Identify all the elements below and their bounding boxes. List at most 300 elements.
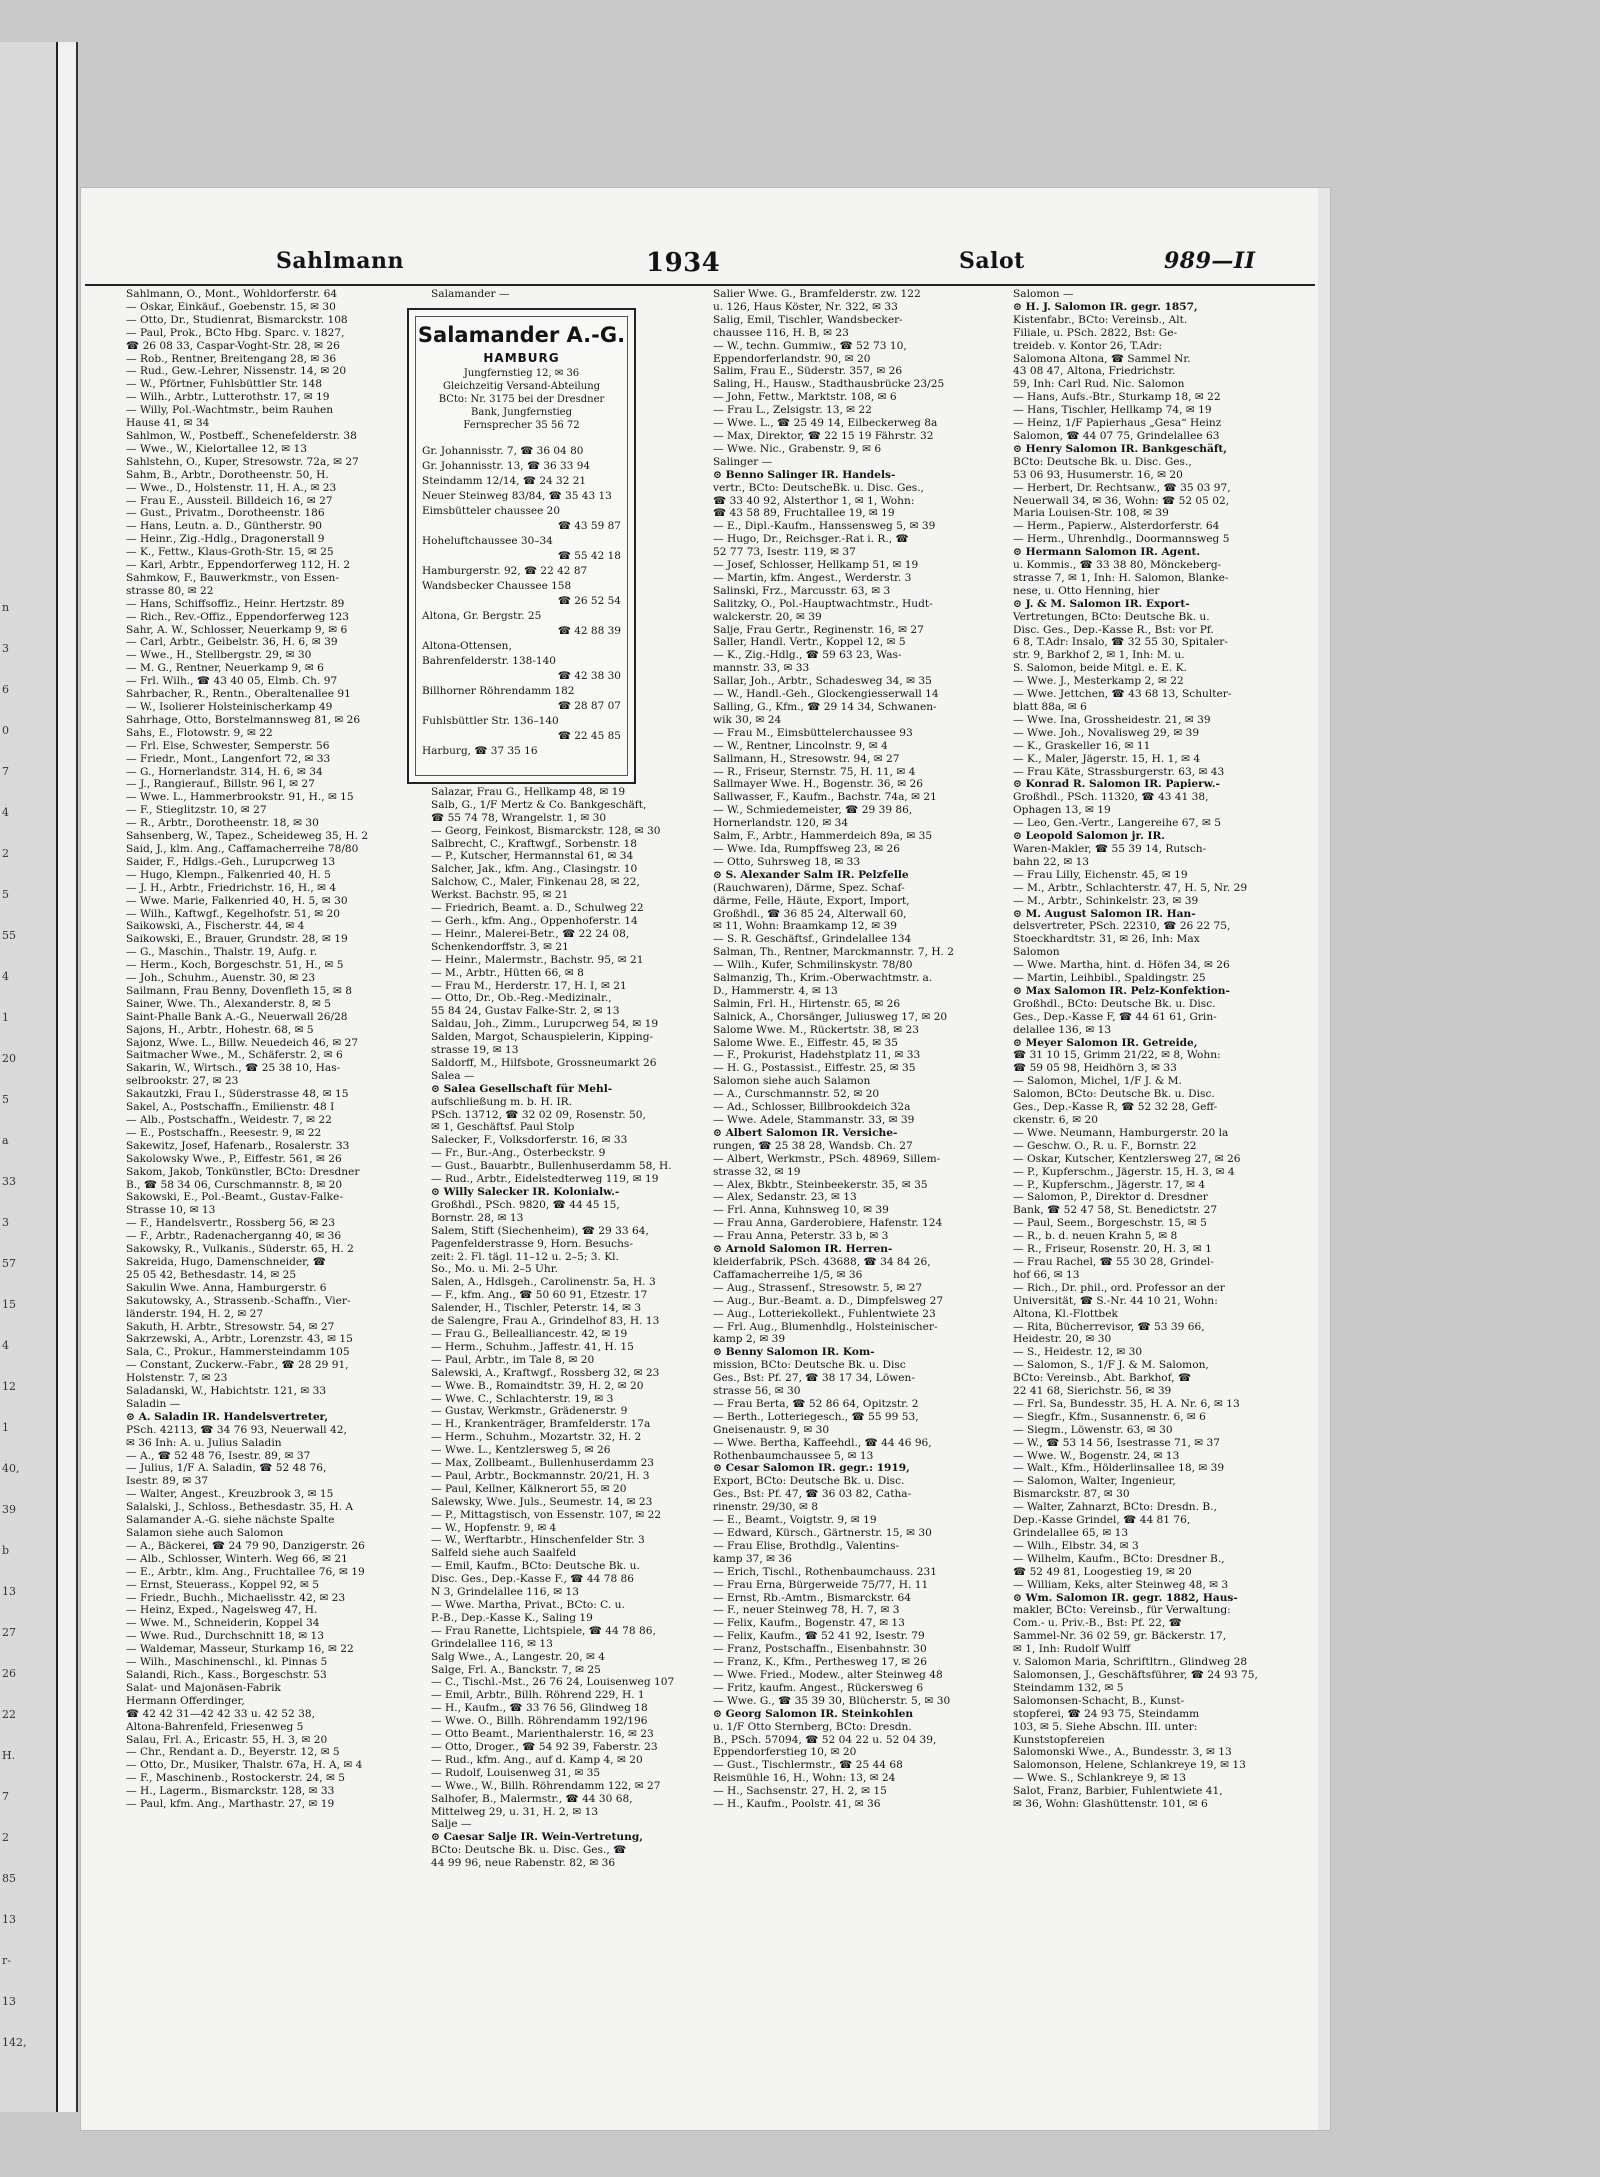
directory-entry: Salem, Stift (Siechenheim), ☎ 29 33 64, xyxy=(431,1224,649,1237)
directory-entry: str. 9, Barkhof 2, ✉ 1, Inh: M. u. xyxy=(1013,649,1185,662)
directory-entry: ☎ 43 58 89, Fruchtallee 19, ✉ 19 xyxy=(713,507,895,520)
directory-entry: Sallwasser, F., Kaufm., Bachstr. 74a, ✉ 21 xyxy=(713,791,937,804)
directory-entry: Salome Wwe. E., Eiffestr. 45, ✉ 35 xyxy=(713,1036,899,1049)
directory-entry: — Joh., Schuhm., Auenstr. 30, ✉ 23 xyxy=(126,972,316,985)
directory-entry: — Alex, Sedanstr. 23, ✉ 13 xyxy=(713,1191,857,1204)
directory-entry: ⊙ S. Alexander Salm IR. Pelzfelle xyxy=(713,868,909,881)
directory-entry: — Paul, Seem., Borgeschstr. 15, ✉ 5 xyxy=(1013,1217,1207,1230)
directory-entry: Saitmacher Wwe., M., Schäferstr. 2, ✉ 6 xyxy=(126,1049,343,1062)
directory-entry: — E., Postschaffn., Reesestr. 9, ✉ 22 xyxy=(126,1126,322,1139)
directory-entry: — Martin, kfm. Angest., Werderstr. 3 xyxy=(713,571,912,584)
ad-branch-line: ☎ 22 45 85 xyxy=(557,730,621,742)
directory-entry: Sahr, A. W., Schlosser, Neuerkamp 9, ✉ 6 xyxy=(126,623,348,636)
directory-entry: — S. R. Geschäftsf., Grindelallee 134 xyxy=(713,933,912,946)
directory-entry: Sahrbacher, R., Rentn., Oberaltenallee 91 xyxy=(126,688,351,701)
directory-entry: mannstr. 33, ✉ 33 xyxy=(713,662,810,675)
directory-entry: — F., Maschinenb., Rostockerstr. 24, ✉ 5 xyxy=(126,1772,345,1785)
directory-entry: Salman, Th., Rentner, Marckmannstr. 7, H. 2 xyxy=(713,946,955,959)
column-1 xyxy=(126,288,408,1811)
directory-entry: ☎ 42 42 31—42 42 33 u. 42 52 38, xyxy=(126,1707,315,1720)
directory-entry: — Otto, Droger., ☎ 54 92 39, Faberstr. 23 xyxy=(431,1740,658,1753)
directory-entry: Waren-Makler, ☎ 55 39 14, Rutsch- xyxy=(1013,842,1207,855)
directory-entry: — Albert, Werkmstr., PSch. 48969, Sillem- xyxy=(713,1152,941,1165)
directory-entry: delallee 136, ✉ 13 xyxy=(1013,1023,1112,1036)
directory-entry: Saikowski, E., Brauer, Grundstr. 28, ✉ 19 xyxy=(126,933,348,946)
directory-entry: BCto: Deutsche Bk. u. Disc. Ges., xyxy=(1013,455,1192,468)
directory-entry: Eppendorferlandstr. 90, ✉ 20 xyxy=(713,352,871,365)
directory-entry: vertr., BCto: DeutscheBk. u. Disc. Ges., xyxy=(713,481,924,494)
directory-entry: strasse 80, ✉ 22 xyxy=(126,584,214,597)
directory-entry: makler, BCto: Vereinsb., für Verwaltung: xyxy=(1013,1604,1231,1617)
directory-entry: Dep.-Kasse Grindel, ☎ 44 81 76, xyxy=(1013,1514,1191,1527)
ad-branch-line: ☎ 28 87 07 xyxy=(557,700,621,712)
directory-entry: — H., Kaufm., Poolstr. 41, ✉ 36 xyxy=(713,1798,881,1811)
directory-entry: Salbrecht, C., Kraftwgf., Sorbenstr. 18 xyxy=(431,837,638,850)
directory-entry: Salden, Margot, Schauspielerin, Kipping- xyxy=(431,1031,654,1044)
directory-entry: — Oskar, Kutscher, Kentzlersweg 27, ✉ 26 xyxy=(1013,1152,1241,1165)
directory-entry: Salecker, F., Volksdorferstr. 16, ✉ 33 xyxy=(431,1134,628,1147)
directory-entry: — F., kfm. Ang., ☎ 50 60 91, Etzestr. 17 xyxy=(431,1289,648,1302)
directory-entry: — Wwe., H., Stellbergstr. 29, ✉ 30 xyxy=(126,649,312,662)
directory-entry: — Wwe. B., Romaindtstr. 39, H. 2, ✉ 20 xyxy=(431,1379,644,1392)
directory-entry: — Frl. Sa, Bundesstr. 35, H. A. Nr. 6, ✉ 13 xyxy=(1013,1397,1240,1410)
directory-entry: Grindelallee 65, ✉ 13 xyxy=(1013,1527,1129,1539)
directory-entry: — Wwe., W., Kielortallee 12, ✉ 13 xyxy=(126,442,308,455)
directory-entry: strasse 56, ✉ 30 xyxy=(713,1385,801,1398)
directory-entry: — William, Keks, alter Steinweg 48, ✉ 3 xyxy=(1013,1578,1229,1591)
directory-entry: Salea — xyxy=(431,1069,475,1082)
directory-entry: — Friedr., Mont., Langenfort 72, ✉ 33 xyxy=(126,752,331,765)
directory-entry: — Geschw. O., R. u. F., Bornstr. 22 xyxy=(1013,1139,1197,1152)
ad-address-line: Bank, Jungfernstieg xyxy=(471,407,572,418)
ad-branch-line: Altona-Ottensen, xyxy=(422,640,512,652)
directory-entry: ⊙ Hermann Salomon IR. Agent. xyxy=(1013,546,1201,559)
directory-entry: Sakutowsky, A., Strassenb.-Schaffn., Vier- xyxy=(126,1294,351,1307)
directory-entry: — Rich., Rev.-Offiz., Eppendorferweg 123 xyxy=(126,610,349,623)
directory-entry: Sakrzewski, A., Arbtr., Lorenzstr. 43, ✉ 15 xyxy=(126,1333,353,1346)
directory-entry: — Wwe. Nic., Grabenstr. 9, ✉ 6 xyxy=(713,442,882,455)
left-page-fragment: 22 xyxy=(2,1708,16,1721)
directory-entry: Salim, Frau E., Süderstr. 357, ✉ 26 xyxy=(713,365,903,378)
ad-branch-line: Altona, Gr. Bergstr. 25 xyxy=(422,610,542,622)
directory-entry: Gneisenaustr. 9, ✉ 30 xyxy=(713,1423,830,1436)
directory-entry: — Herm., Schuhm., Mozartstr. 32, H. 2 xyxy=(431,1431,642,1444)
directory-entry: — Paul, kfm. Ang., Marthastr. 27, ✉ 19 xyxy=(126,1798,335,1811)
directory-entry: 6 8, T.Adr: Insalo, ☎ 32 55 30, Spitaler- xyxy=(1013,636,1228,649)
directory-entry: — H. G., Postassist., Eiffestr. 25, ✉ 35 xyxy=(713,1062,916,1075)
directory-entry: — Wwe. Martha, hint. d. Höfen 34, ✉ 26 xyxy=(1013,959,1230,972)
directory-entry: — Karl, Arbtr., Eppendorferweg 112, H. 2 xyxy=(126,559,351,572)
directory-entry: ⊙ Henry Salomon IR. Bankgeschäft, xyxy=(1013,442,1227,455)
directory-entry: — Walt., Kfm., Hölderlinsallee 18, ✉ 39 xyxy=(1013,1462,1225,1475)
directory-entry: N 3, Grindelallee 116, ✉ 13 xyxy=(431,1586,579,1599)
header-rule xyxy=(85,284,1315,286)
directory-entry: Salomon, BCto: Deutsche Bk. u. Disc. xyxy=(1013,1088,1215,1101)
directory-entry: — Herbert, Dr. Rechtsanw., ☎ 35 03 97, xyxy=(1013,481,1231,494)
directory-entry: — Wwe. C., Schlachterstr. 19, ✉ 3 xyxy=(431,1392,614,1405)
directory-entry: ⊙ Max Salomon IR. Pelz-Konfektion- xyxy=(1013,984,1230,997)
directory-entry: — W., ☎ 53 14 56, Isestrasse 71, ✉ 37 xyxy=(1013,1436,1220,1449)
directory-entry: Salamander A.-G. siehe nächste Spalte xyxy=(126,1514,335,1527)
directory-entry: Strasse 10, ✉ 13 xyxy=(126,1204,216,1217)
directory-entry: — Wwe. Bertha, Kaffeehdl., ☎ 44 46 96, xyxy=(713,1436,932,1449)
directory-entry: — K., Maler, Jägerstr. 15, H. 1, ✉ 4 xyxy=(1013,752,1201,765)
directory-entry: Sahrhage, Otto, Borstelmannsweg 81, ✉ 26 xyxy=(126,713,361,726)
directory-entry: — F., Stieglitzstr. 10, ✉ 27 xyxy=(126,804,267,817)
directory-entry: — Otto, Dr., Ob.-Reg.-Medizinalr., xyxy=(431,992,612,1005)
directory-entry: — K., Fettw., Klaus-Groth-Str. 15, ✉ 25 xyxy=(126,546,334,559)
directory-entry: Disc. Ges., Dep.-Kasse R., Bst: vor Pf. xyxy=(1013,623,1214,636)
directory-entry: Export, BCto: Deutsche Bk. u. Disc. xyxy=(713,1475,905,1488)
left-page-fragment: 39 xyxy=(2,1503,16,1516)
directory-entry: — F., Handelsvertr., Rossberg 56, ✉ 23 xyxy=(126,1217,336,1230)
directory-entry: Altona, Kl.-Flottbek xyxy=(1013,1307,1118,1320)
directory-entry: — Salomon, P., Direktor d. Dresdner xyxy=(1013,1191,1208,1204)
directory-entry: — E., Beamt., Voigtstr. 9, ✉ 19 xyxy=(713,1514,877,1527)
directory-entry: — Wwe. Marie, Falkenried 40, H. 5, ✉ 30 xyxy=(126,894,348,907)
directory-entry: — M. G., Rentner, Neuerkamp 9, ✉ 6 xyxy=(126,662,324,675)
left-page-fragment: n xyxy=(2,601,10,614)
directory-entry: — Wwe. Jettchen, ☎ 43 68 13, Schulter- xyxy=(1013,688,1232,701)
directory-entry: Sallmayer Wwe. H., Bogenstr. 36, ✉ 26 xyxy=(713,778,924,791)
directory-entry: — Heinr., Malermstr., Bachstr. 95, ✉ 21 xyxy=(431,953,644,966)
directory-entry: — Wwe. G., ☎ 35 39 30, Blücherstr. 5, ✉ 30 xyxy=(713,1694,951,1707)
directory-entry: Sakewitz, Josef, Hafenarb., Rosalerstr. 33 xyxy=(126,1139,350,1152)
directory-entry: ⊙ Benno Salinger IR. Handels- xyxy=(713,468,896,481)
directory-entry: — Herm., Schuhm., Jaffestr. 41, H. 15 xyxy=(431,1340,634,1353)
left-page-fragment: 57 xyxy=(2,1257,16,1270)
directory-entry: — Rud., Gew.-Lehrer, Nissenstr. 14, ✉ 20 xyxy=(126,365,347,378)
directory-entry: Sammel-Nr. 36 02 59, gr. Bäckerstr. 17, xyxy=(1013,1630,1227,1643)
directory-entry: Sajonz, Wwe. L., Billw. Neuedeich 46, ✉ 27 xyxy=(126,1036,359,1049)
directory-entry: — K., Graskeller 16, ✉ 11 xyxy=(1013,739,1151,752)
left-page-fragment: 7 xyxy=(2,1790,9,1803)
directory-entry: — Hans, Leutn. a. D., Güntherstr. 90 xyxy=(126,520,323,533)
directory-entry: — Herm., Koch, Borgeschstr. 51, H., ✉ 5 xyxy=(126,959,344,972)
directory-entry: — W., Hopfenstr. 9, ✉ 4 xyxy=(431,1521,557,1534)
directory-entry: ⊙ Leopold Salomon jr. IR. xyxy=(1013,830,1165,843)
header-right-keyword: Salot xyxy=(959,248,1025,274)
directory-entry: — Heinr., Malerei-Betr., ☎ 22 24 08, xyxy=(431,927,630,940)
directory-entry: Stoeckhardtstr. 31, ✉ 26, Inh: Max xyxy=(1013,933,1200,946)
directory-entry: Hause 41, ✉ 34 xyxy=(126,417,210,430)
directory-entry: — Frl. Else, Schwester, Semperstr. 56 xyxy=(126,739,330,752)
salamander-advertisement xyxy=(407,308,636,784)
left-page-fragment: 85 xyxy=(2,1872,16,1885)
directory-entry: — Friedr., Buchh., Michaelisstr. 42, ✉ 23 xyxy=(126,1591,346,1604)
directory-entry: — Frau Rachel, ☎ 55 30 28, Grindel- xyxy=(1013,1255,1214,1268)
directory-entry: — John, Fettw., Marktstr. 108, ✉ 6 xyxy=(713,391,897,404)
directory-entry: ☎ 59 05 98, Heidhörn 3, ✉ 33 xyxy=(1013,1062,1177,1075)
directory-entry: ⊙ J. & M. Salomon IR. Export- xyxy=(1013,597,1190,610)
directory-entry: Heidestr. 20, ✉ 30 xyxy=(1013,1333,1112,1346)
directory-entry: Ophagen 13, ✉ 19 xyxy=(1013,804,1111,817)
directory-entry: — Wwe. Fried., Modew., alter Steinweg 48 xyxy=(713,1668,943,1681)
directory-entry: — P., Kutscher, Hermannstal 61, ✉ 34 xyxy=(431,850,634,863)
directory-entry: — Willy, Pol.-Wachtmstr., beim Rauhen xyxy=(126,404,334,417)
directory-entry: — Gust., Tischlermstr., ☎ 25 44 68 xyxy=(713,1759,903,1772)
ad-branch-line: ☎ 42 38 30 xyxy=(557,670,621,682)
directory-entry: Salomona Altona, ☎ Sammel Nr. xyxy=(1013,352,1191,365)
left-page-fragment: 20 xyxy=(2,1052,16,1065)
directory-entry: — Wilh., Kaftwgf., Kegelhofstr. 51, ✉ 20 xyxy=(126,907,340,920)
directory-entry: Sakom, Jakob, Tonkünstler, BCto: Dresdner xyxy=(126,1165,360,1178)
directory-entry: — Siegm., Löwenstr. 63, ✉ 30 xyxy=(1013,1423,1173,1436)
directory-entry: — Paul, Arbtr., im Tale 8, ✉ 20 xyxy=(431,1353,595,1366)
directory-entry: — Felix, Kaufm., Bogenstr. 47, ✉ 13 xyxy=(713,1617,905,1630)
directory-entry: Eppendorferstieg 10, ✉ 20 xyxy=(713,1746,857,1759)
directory-entry: Salamander — xyxy=(431,288,510,300)
directory-entry: — Hans, Aufs.-Btr., Sturkamp 18, ✉ 22 xyxy=(1013,391,1221,404)
directory-entry: — Hans, Schiffsoffiz., Heinr. Hertzstr. 89 xyxy=(126,597,345,610)
directory-entry: — Salomon, Walter, Ingenieur, xyxy=(1013,1475,1176,1488)
directory-entry: Pagenfelderstrasse 9, Horn. Besuchs- xyxy=(431,1237,633,1250)
directory-entry: S. Salomon, beide Mitgl. e. E. K. xyxy=(1013,662,1187,675)
directory-entry: mission, BCto: Deutsche Bk. u. Disc xyxy=(713,1359,906,1372)
directory-entry: Salender, H., Tischler, Peterstr. 14, ✉ 3 xyxy=(431,1302,642,1315)
left-page-fragment: 1 xyxy=(2,1421,9,1434)
directory-entry: — Ernst, Rb.-Amtm., Bismarckstr. 64 xyxy=(713,1591,912,1604)
directory-entry: Salome Wwe. M., Rückertstr. 38, ✉ 23 xyxy=(713,1023,919,1036)
directory-entry: ⊙ Benny Salomon IR. Kom- xyxy=(713,1346,875,1359)
left-page-fragment: 55 xyxy=(2,929,16,942)
ad-branch-line: Hamburgerstr. 92, ☎ 22 42 87 xyxy=(422,565,588,577)
directory-entry: Hornerlandstr. 120, ✉ 34 xyxy=(713,817,849,830)
directory-entry: — Frau Ranette, Lichtspiele, ☎ 44 78 86, xyxy=(431,1624,656,1637)
directory-entry: Salje — xyxy=(431,1818,472,1831)
left-page-fragment: 3 xyxy=(2,642,9,655)
directory-entry: Isestr. 89, ✉ 37 xyxy=(126,1475,209,1488)
directory-entry: Salewski, A., Kraftwgf., Rossberg 32, ✉ 23 xyxy=(431,1366,660,1379)
directory-entry: — Heinr., Zig.-Hdlg., Dragonerstall 9 xyxy=(126,533,325,546)
directory-entry: — Aug., Strassenf., Stresowstr. 5, ✉ 27 xyxy=(713,1281,923,1294)
directory-entry: ✉ 11, Wohn: Braamkamp 12, ✉ 39 xyxy=(713,920,897,933)
directory-entry: — Wwe., D., Holstenstr. 11, H. A., ✉ 23 xyxy=(126,481,337,494)
directory-entry: Sailmann, Frau Benny, Dovenfleth 15, ✉ 8 xyxy=(126,984,352,997)
directory-entry: ⊙ Arnold Salomon IR. Herren- xyxy=(713,1243,893,1256)
directory-entry: Salomonsen-Schacht, B., Kunst- xyxy=(1013,1694,1185,1707)
directory-entry: Sahlmann, O., Mont., Wohldorferstr. 64 xyxy=(126,288,338,300)
directory-entry: — Franz, Postschaffn., Eisenbahnstr. 30 xyxy=(713,1643,927,1656)
ad-branch-line: Steindamm 12/14, ☎ 24 32 21 xyxy=(422,475,587,487)
directory-entry: Salig, Emil, Tischler, Wandsbecker- xyxy=(713,313,903,326)
directory-entry: PSch. 13712, ☎ 32 02 09, Rosenstr. 50, xyxy=(431,1108,646,1121)
directory-entry: — Wwe. Ina, Grossheidestr. 21, ✉ 39 xyxy=(1013,713,1211,726)
directory-entry: Salling, G., Kfm., ☎ 29 14 34, Schwanen- xyxy=(713,701,937,713)
directory-entry: — E., Dipl.-Kaufm., Hanssensweg 5, ✉ 39 xyxy=(713,520,936,533)
directory-entry: — R., b. d. neuen Krahn 5, ✉ 8 xyxy=(1013,1230,1178,1243)
directory-entry: Sahmkow, F., Bauwerkmstr., von Essen- xyxy=(126,571,339,584)
directory-entry: ⊙ Meyer Salomon IR. Getreide, xyxy=(1013,1036,1198,1049)
directory-entry: — A., Curschmannstr. 52, ✉ 20 xyxy=(713,1088,880,1101)
directory-entry: Saint-Phalle Bank A.-G., Neuerwall 26/28 xyxy=(126,1010,348,1023)
directory-entry: Salge, Frl. A., Banckstr. 7, ✉ 25 xyxy=(431,1663,601,1676)
directory-entry: — Ernst, Steuerass., Koppel 92, ✉ 5 xyxy=(126,1578,320,1591)
directory-entry: — Ad., Schlosser, Billbrookdeich 32a xyxy=(713,1101,911,1114)
directory-entry: — Chr., Rendant a. D., Beyerstr. 12, ✉ 5 xyxy=(126,1746,340,1759)
directory-entry: — Frl. Aug., Blumenhdlg., Holsteinischer- xyxy=(713,1320,938,1333)
directory-entry: — H., Lagerm., Bismarckstr. 128, ✉ 33 xyxy=(126,1785,335,1798)
directory-entry: Salamon siehe auch Salomon xyxy=(126,1527,284,1539)
directory-entry: — R., Friseur, Rosenstr. 20, H. 3, ✉ 1 xyxy=(1013,1243,1212,1256)
directory-entry: Salb, G., 1/F Mertz & Co. Bankgeschäft, xyxy=(431,798,647,811)
directory-entry: Sallar, Joh., Arbtr., Schadesweg 34, ✉ 35 xyxy=(713,675,932,688)
directory-entry: — Wwe. S., Schlankreye 9, ✉ 13 xyxy=(1013,1772,1187,1785)
directory-entry: — Gerh., kfm. Ang., Oppenhoferstr. 14 xyxy=(431,914,638,927)
directory-entry: — Rudolf, Louisenweg 31, ✉ 35 xyxy=(431,1766,601,1779)
left-page-fragment: 2 xyxy=(2,1831,9,1844)
directory-entry: — Wwe. Martha, Privat., BCto: C. u. xyxy=(431,1599,625,1611)
ad-branch-line: Fuhlsbüttler Str. 136–140 xyxy=(422,715,559,727)
header-left-keyword: Sahlmann xyxy=(276,248,405,274)
left-page-fragment: 1 xyxy=(2,1011,9,1024)
directory-entry: nese, u. Otto Henning, hier xyxy=(1013,584,1160,597)
directory-entry: — Alb., Postschaffn., Weidestr. 7, ✉ 22 xyxy=(126,1114,332,1126)
directory-entry: Filiale, u. PSch. 2822, Bst: Ge- xyxy=(1013,326,1178,339)
directory-entry: — C., Tischl.-Mst., 26 76 24, Louisenweg 107 xyxy=(431,1676,675,1689)
directory-entry: ☎ 52 49 81, Loogestieg 19, ✉ 20 xyxy=(1013,1565,1192,1578)
directory-entry: — Alb., Schlosser, Winterh. Weg 66, ✉ 21 xyxy=(126,1552,348,1565)
ad-branch-line: ☎ 55 42 18 xyxy=(557,550,621,562)
directory-entry: — W., techn. Gummiw., ☎ 52 73 10, xyxy=(713,339,907,352)
directory-entry: Saladin — xyxy=(126,1397,181,1410)
directory-entry: — E., Arbtr., klm. Ang., Fruchtallee 76, ✉ 19 xyxy=(126,1565,365,1578)
directory-entry: ⊙ A. Saladin IR. Handelsvertreter, xyxy=(126,1410,329,1423)
directory-entry: Ges., Dep.-Kasse R, ☎ 52 32 28, Geff- xyxy=(1013,1101,1218,1114)
directory-entry: — R., Arbtr., Dorotheenstr. 18, ✉ 30 xyxy=(126,817,319,830)
ad-branch-line: Harburg, ☎ 37 35 16 xyxy=(422,745,538,757)
directory-entry: u. 1/F Otto Sternberg, BCto: Dresdn. xyxy=(713,1720,912,1733)
directory-entry: — A., ☎ 52 48 76, Isestr. 89, ✉ 37 xyxy=(126,1449,311,1462)
directory-entry: — G., Hornerlandstr. 314, H. 6, ✉ 34 xyxy=(126,765,323,778)
ad-address-line: BCto: Nr. 3175 bei der Dresdner xyxy=(438,394,605,405)
directory-entry: ✉ 1, Geschäftsf. Paul Stolp xyxy=(431,1121,575,1134)
directory-entry: Saller, Handl. Vertr., Koppel 12, ✉ 5 xyxy=(713,636,906,649)
directory-entry: Sakolowsky Wwe., P., Eiffestr. 561, ✉ 26 xyxy=(126,1152,342,1165)
directory-entry: — Josef, Schlosser, Hellkamp 51, ✉ 19 xyxy=(713,559,919,572)
directory-entry: Sakowski, E., Pol.-Beamt., Gustav-Falke- xyxy=(126,1191,343,1204)
directory-entry: ⊙ H. J. Salomon IR. gegr. 1857, xyxy=(1013,300,1198,313)
directory-entry: — Otto, Dr., Musiker, Thalstr. 67a, H. A, ✉ 4 xyxy=(126,1759,363,1772)
directory-entry: — Frau Anna, Garderobiere, Hafenstr. 124 xyxy=(713,1217,943,1230)
directory-entry: — Wwe. W., Bogenstr. 24, ✉ 13 xyxy=(1013,1449,1180,1462)
directory-entry: Salomon siehe auch Salamon xyxy=(713,1075,871,1088)
directory-entry: — Frau M., Herderstr. 17, H. I, ✉ 21 xyxy=(431,979,627,992)
directory-entry: — Otto Beamt., Marienthalerstr. 16, ✉ 23 xyxy=(431,1728,654,1741)
left-page-fragment: 3 xyxy=(2,1216,9,1229)
directory-entry: — Max, Direktor, ☎ 22 15 19 Fährstr. 32 xyxy=(713,429,934,442)
directory-entry: strasse 19, ✉ 13 xyxy=(431,1044,519,1057)
directory-entry: strasse 32, ✉ 19 xyxy=(713,1165,801,1178)
directory-entry: — K., Zig.-Hdlg., ☎ 59 63 23, Was- xyxy=(713,649,902,662)
left-page-edge xyxy=(0,42,78,2112)
ad-address-line: Fernsprecher 35 56 72 xyxy=(463,420,580,431)
directory-entry: — Emil, Arbtr., Billh. Röhrend 229, H. 1 xyxy=(431,1689,645,1702)
left-page-fragment: 15 xyxy=(2,1298,16,1311)
directory-entry: Said, J., klm. Ang., Caffamacherreihe 78/80 xyxy=(126,842,359,855)
header-year: 1934 xyxy=(646,248,721,278)
directory-entry: därme, Felle, Häute, Export, Import, xyxy=(713,894,910,907)
directory-entry: Saldorff, M., Hilfsbote, Grossneumarkt 26 xyxy=(431,1056,657,1069)
directory-entry: — Leo, Gen.-Vertr., Langereihe 67, ✉ 5 xyxy=(1013,817,1221,830)
directory-entry: chaussee 116, H. B, ✉ 23 xyxy=(713,326,849,339)
directory-entry: — R., Friseur, Sternstr. 75, H. 11, ✉ 4 xyxy=(713,765,916,778)
directory-entry: — Herm., Uhrenhdlg., Doormannsweg 5 xyxy=(1013,533,1230,546)
left-page-fragment: 13 xyxy=(2,1913,16,1926)
left-page-fragment: 0 xyxy=(2,724,9,737)
directory-entry: — J., Rangierauf., Billstr. 96 I, ✉ 27 xyxy=(126,778,315,791)
directory-entry: Salewsky, Wwe. Juls., Seumestr. 14, ✉ 23 xyxy=(431,1495,653,1508)
ad-branch-line: ☎ 43 59 87 xyxy=(557,520,621,532)
directory-entry: — Fr., Bur.-Ang., Osterbeckstr. 9 xyxy=(431,1147,606,1160)
directory-entry: — Rob., Rentner, Breitengang 28, ✉ 36 xyxy=(126,352,337,365)
directory-entry: — Carl, Arbtr., Geibelstr. 36, H. 6, ✉ 39 xyxy=(126,636,338,649)
directory-entry: Salomonsen, J., Geschäftsführer, ☎ 24 93 75, xyxy=(1013,1668,1258,1681)
directory-entry: — Erich, Tischl., Rothenbaumchauss. 231 xyxy=(713,1565,937,1578)
directory-entry: Sahm, B., Arbtr., Dorotheenstr. 50, H. xyxy=(126,468,329,481)
directory-entry: Neuerwall 34, ✉ 36, Wohn: ☎ 52 05 02, xyxy=(1013,494,1230,507)
ad-branch-line: Eimsbütteler chaussee 20 xyxy=(422,505,561,517)
directory-entry: Saldau, Joh., Zimm., Lurupcrweg 54, ✉ 19 xyxy=(431,1018,659,1031)
directory-entry: Salen, A., Hdlsgeh., Carolinenstr. 5a, H. 3 xyxy=(431,1276,656,1289)
directory-entry: — Wwe. Adele, Stammanstr. 33, ✉ 39 xyxy=(713,1114,915,1126)
directory-entry: — Max, Zollbeamt., Bullenhuserdamm 23 xyxy=(431,1457,655,1470)
directory-entry: — Hugo, Dr., Reichsger.-Rat i. R., ☎ xyxy=(713,533,909,546)
directory-entry: — Wwe., W., Billh. Röhrendamm 122, ✉ 27 xyxy=(431,1779,661,1792)
directory-entry: Rothenbaumchaussee 5, ✉ 13 xyxy=(713,1449,874,1462)
directory-entry: — M., Arbtr., Schlachterstr. 47, H. 5, Nr. 29 xyxy=(1013,881,1248,894)
directory-entry: Salier Wwe. G., Bramfelderstr. zw. 122 xyxy=(713,288,921,300)
directory-entry: — W., Handl.-Geh., Glockengiesserwall 14 xyxy=(713,688,939,701)
directory-entry: — Frl. Wilh., ☎ 43 40 05, Elmb. Ch. 97 xyxy=(126,675,338,688)
directory-entry: Ges., Bst: Pf. 27, ☎ 38 17 34, Löwen- xyxy=(713,1372,915,1385)
directory-entry: — Walter, Zahnarzt, BCto: Dresdn. B., xyxy=(1013,1501,1217,1514)
left-page-fragment: 4 xyxy=(2,806,9,819)
left-page-fragment: 4 xyxy=(2,1339,9,1352)
directory-entry: — Wwe. L., Hammerbrookstr. 91, H., ✉ 15 xyxy=(126,791,354,804)
directory-entry: Salmanzig, Th., Krim.-Oberwachtmstr. a. xyxy=(713,972,933,985)
directory-entry: — Hans, Tischler, Hellkamp 74, ✉ 19 xyxy=(1013,404,1212,417)
directory-entry: ✉ 36, Wohn: Glashüttenstr. 101, ✉ 6 xyxy=(1013,1798,1208,1811)
directory-entry: — M., Arbtr., Hütten 66, ✉ 8 xyxy=(431,966,584,979)
directory-entry: — Wilh., Kufer, Schmilinskystr. 78/80 xyxy=(713,959,913,972)
directory-entry: — Frau Elise, Brothdlg., Valentins- xyxy=(713,1539,900,1552)
directory-entry: — W., Rentner, Lincolnstr. 9, ✉ 4 xyxy=(713,739,888,752)
directory-entry: Großhdl., ☎ 36 85 24, Alterwall 60, xyxy=(713,907,907,920)
directory-entry: — Waldemar, Masseur, Sturkamp 16, ✉ 22 xyxy=(126,1643,354,1656)
directory-entry: Salinger — xyxy=(713,455,773,468)
directory-entry: ✉ 1, Inh: Rudolf Wulff xyxy=(1013,1643,1131,1656)
directory-entry: Sakel, A., Postschaffn., Emilienstr. 48 I xyxy=(126,1101,335,1114)
left-page-fragment: 13 xyxy=(2,1585,16,1598)
directory-entry: — Wilh., Elbstr. 34, ✉ 3 xyxy=(1013,1539,1139,1552)
directory-entry: — Aug., Bur.-Beamt. a. D., Dimpfelsweg 27 xyxy=(713,1294,944,1307)
directory-entry: Hermann Offerdinger, xyxy=(126,1694,245,1707)
directory-entry: Bank, ☎ 52 47 58, St. Benedictstr. 27 xyxy=(1013,1204,1218,1217)
directory-entry: PSch. 42113, ☎ 34 76 93, Neuerwall 42, xyxy=(126,1423,347,1436)
directory-entry: Salchow, C., Maler, Finkenau 28, ✉ 22, xyxy=(431,876,640,889)
directory-entry: Salat- und Majonäsen-Fabrik xyxy=(126,1681,281,1694)
directory-entry: Ges., Dep.-Kasse F, ☎ 44 61 61, Grin- xyxy=(1013,1010,1217,1023)
directory-entry: Sakreida, Hugo, Damenschneider, ☎ xyxy=(126,1255,327,1268)
directory-entry: Ges., Bst: Pf. 47, ☎ 36 03 82, Catha- xyxy=(713,1488,912,1501)
directory-entry: ☎ 33 40 92, Alsterthor 1, ✉ 1, Wohn: xyxy=(713,494,915,507)
ad-branch-line: Gr. Johannisstr. 7, ☎ 36 04 80 xyxy=(422,445,584,457)
directory-entry: — Franz, K., Kfm., Perthesweg 17, ✉ 26 xyxy=(713,1656,928,1669)
directory-entry: Großhdl., BCto: Deutsche Bk. u. Disc. xyxy=(1013,997,1216,1010)
directory-entry: (Rauchwaren), Därme, Spez. Schaf- xyxy=(713,881,905,894)
directory-entry: — Martin, Leihbibl., Spaldingstr. 25 xyxy=(1013,972,1206,985)
